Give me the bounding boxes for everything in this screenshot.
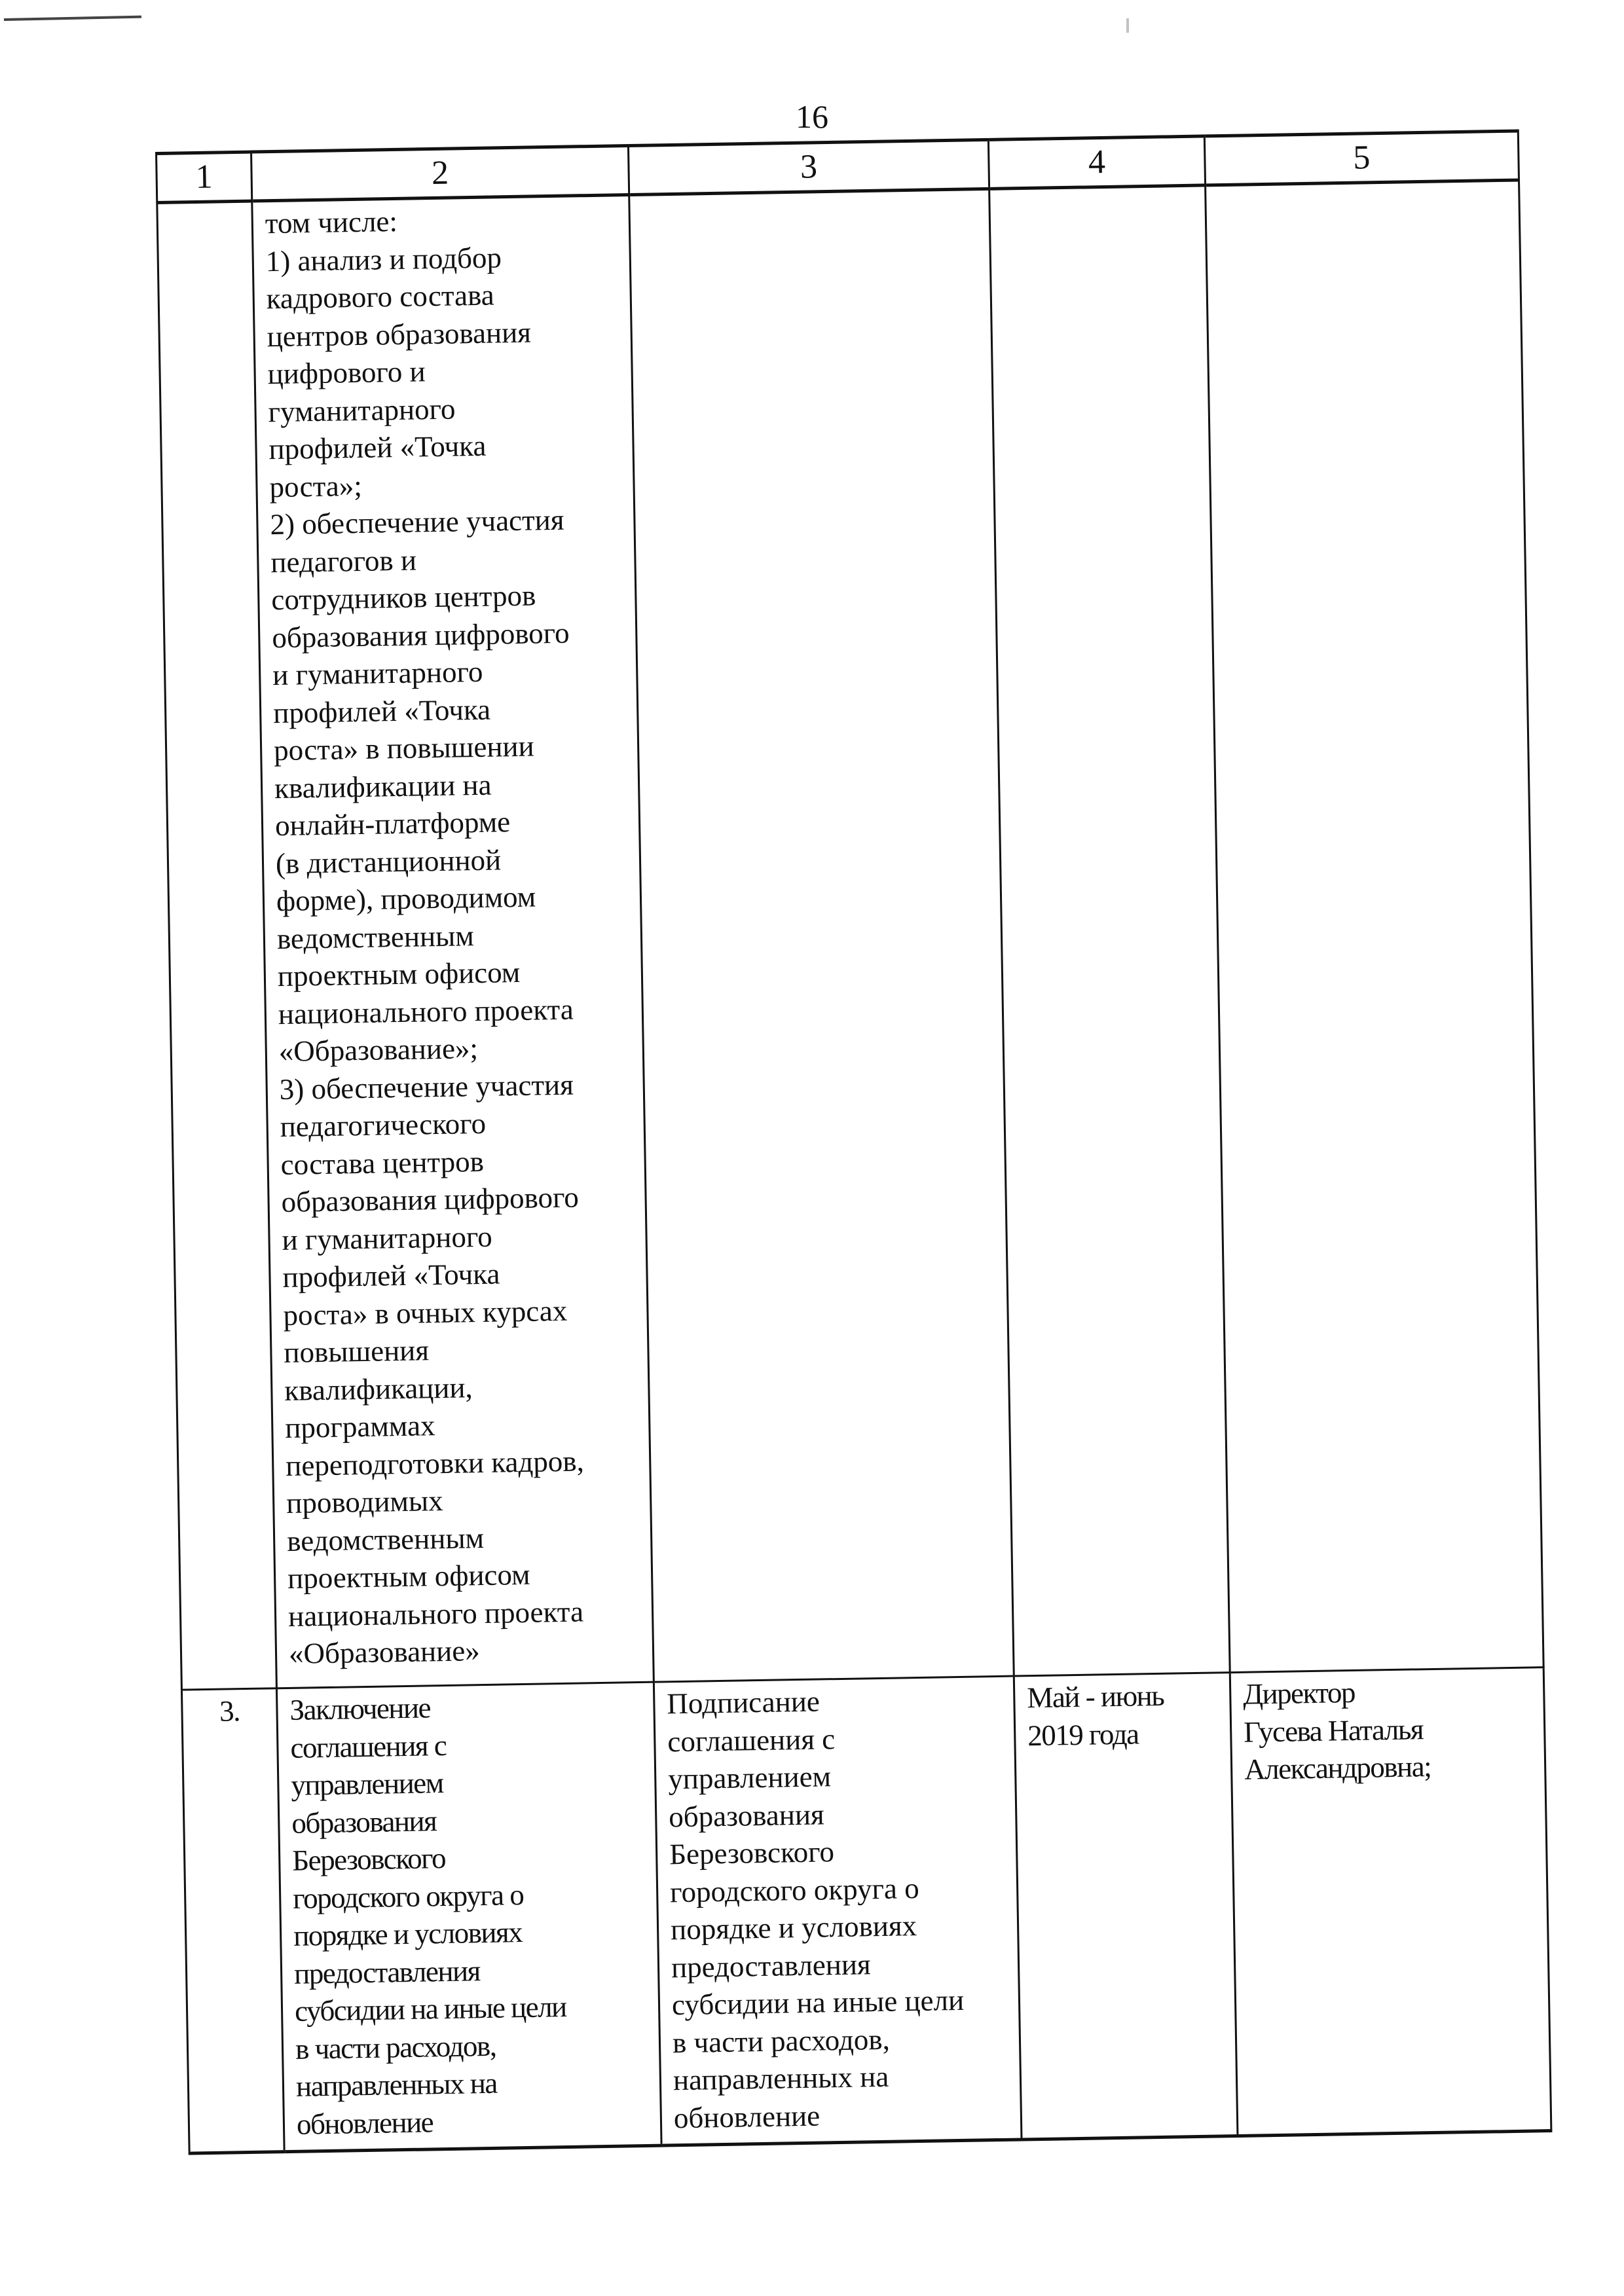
cell-text-line: 2019 года xyxy=(1027,1717,1139,1752)
cell-text-line: том числе: xyxy=(265,204,398,240)
cell-text-line: и гуманитарного xyxy=(272,655,483,692)
cell-text-line: Березовского xyxy=(291,1842,446,1877)
cell-text-line: образования xyxy=(291,1804,437,1840)
cell-text-line: городского округа о xyxy=(669,1871,920,1908)
cell-text-line: субсидии на иные цели xyxy=(294,1990,567,2028)
responsible-cell xyxy=(1206,180,1544,1673)
cell-text-line: «Образование» xyxy=(288,1634,481,1670)
cell-text-line: городского округа о xyxy=(292,1878,524,1915)
cell-text-line: состава центров xyxy=(280,1144,485,1181)
cell-text-line: 1) анализ и подбор xyxy=(265,240,502,278)
cell-text-line: центров образования xyxy=(267,316,532,353)
cell-text-line: профилей «Точка xyxy=(272,693,491,729)
cell-text-line: проектным офисом xyxy=(287,1558,530,1595)
activity-cell xyxy=(276,1682,661,2151)
cell-text-line: педагогов и xyxy=(270,543,417,579)
cell-text-line: образования цифрового xyxy=(271,616,570,654)
column-header-1: 1 xyxy=(157,152,252,202)
activity-cell xyxy=(252,195,654,1688)
cell-text-line: ведомственным xyxy=(286,1521,485,1558)
cell-text-line: субсидии на иные цели xyxy=(671,1983,965,2022)
cell-text-line: порядке и условиях xyxy=(670,1909,917,1946)
column-header-3: 3 xyxy=(628,139,989,194)
cell-text-line: форме), проводимом xyxy=(276,880,536,918)
cell-text-line: в части расходов, xyxy=(295,2029,496,2066)
cell-text-line: квалификации на xyxy=(274,768,492,805)
cell-text-line: сотрудников центров xyxy=(270,579,536,617)
cell-text-line: (в дистанционной xyxy=(275,843,502,880)
cell-text-line: кадрового состава xyxy=(266,278,495,316)
cell-text-line: обновление xyxy=(296,2105,434,2141)
cell-text-line: Заключение xyxy=(289,1691,431,1726)
cell-text-line: Подписание xyxy=(666,1685,821,1721)
column-header-4: 4 xyxy=(988,136,1205,189)
table-row xyxy=(157,180,1543,1690)
cell-text-line: образования xyxy=(668,1797,825,1833)
cell-text-line: обновление xyxy=(673,2099,821,2134)
cell-text-line: образования цифрового xyxy=(281,1180,580,1219)
result-cell xyxy=(654,1676,1022,2145)
table-row xyxy=(181,1667,1551,2153)
cell-text-line: профилей «Точка xyxy=(282,1257,500,1294)
cell-text-line: 2) обеспечение участия xyxy=(270,503,564,541)
cell-text-line: роста»; xyxy=(269,469,363,503)
cell-text-line: управлением xyxy=(290,1766,444,1802)
scan-artifact-speck xyxy=(1126,18,1129,33)
cell-text-line: повышения xyxy=(284,1334,430,1369)
cell-text-line: программах xyxy=(284,1409,435,1444)
result-cell xyxy=(629,189,1014,1682)
cell-text-line: профилей «Точка xyxy=(268,429,487,466)
cell-text-line: роста» в повышении xyxy=(273,729,535,767)
cell-text-line: цифрового и xyxy=(267,355,426,391)
cell-text-line: в части расходов, xyxy=(672,2022,891,2059)
cell-text-line: предоставления xyxy=(671,1947,872,1984)
cell-text-line: Директор xyxy=(1242,1675,1356,1711)
cell-text-line: проводимых xyxy=(286,1484,444,1520)
cell-text-line: онлайн-платформе xyxy=(274,805,511,843)
deadline-cell xyxy=(989,185,1230,1676)
cell-text-line: предоставления xyxy=(293,1954,481,1990)
responsible-cell xyxy=(1230,1667,1551,2136)
cell-text-line: направленных на xyxy=(295,2066,498,2103)
cell-text-line: Александровна; xyxy=(1244,1750,1431,1786)
deadline-cell xyxy=(1014,1673,1238,2140)
cell-text-line: роста» в очных курсах xyxy=(283,1294,568,1332)
cell-text-line: порядке и условиях xyxy=(293,1916,523,1952)
page-number: 16 xyxy=(796,98,828,135)
cell-text-line: направленных на xyxy=(673,2060,889,2097)
cell-text-line: «Образование»; xyxy=(278,1032,479,1068)
cell-text-line: квалификации, xyxy=(284,1370,473,1407)
plan-table xyxy=(155,130,1550,2155)
cell-text-line: управлением xyxy=(667,1760,832,1796)
row-number-cell: 3. xyxy=(181,1688,284,2153)
column-header-2: 2 xyxy=(251,146,629,202)
column-header-5: 5 xyxy=(1204,131,1519,185)
cell-text-line: ведомственным xyxy=(276,919,475,955)
cell-text-line: педагогического xyxy=(280,1106,487,1144)
cell-text-line: Май - июнь xyxy=(1026,1679,1164,1715)
cell-text-line: Гусева Наталья xyxy=(1243,1712,1424,1749)
cell-text-line: проектным офисом xyxy=(277,955,521,993)
cell-text-line: 3) обеспечение участия xyxy=(279,1068,574,1106)
cell-text-line: и гуманитарного xyxy=(282,1220,493,1256)
cell-text-line: соглашения с xyxy=(667,1722,836,1758)
cell-text-line: национального проекта xyxy=(287,1594,584,1633)
cell-text-line: гуманитарного xyxy=(268,392,456,428)
cell-text-line: национального проекта xyxy=(278,993,574,1030)
cell-text-line: переподготовки кадров, xyxy=(285,1444,585,1482)
cell-text-line: Березовского xyxy=(669,1835,835,1871)
scan-artifact-line xyxy=(4,16,141,21)
cell-text-line: соглашения с xyxy=(290,1728,447,1764)
